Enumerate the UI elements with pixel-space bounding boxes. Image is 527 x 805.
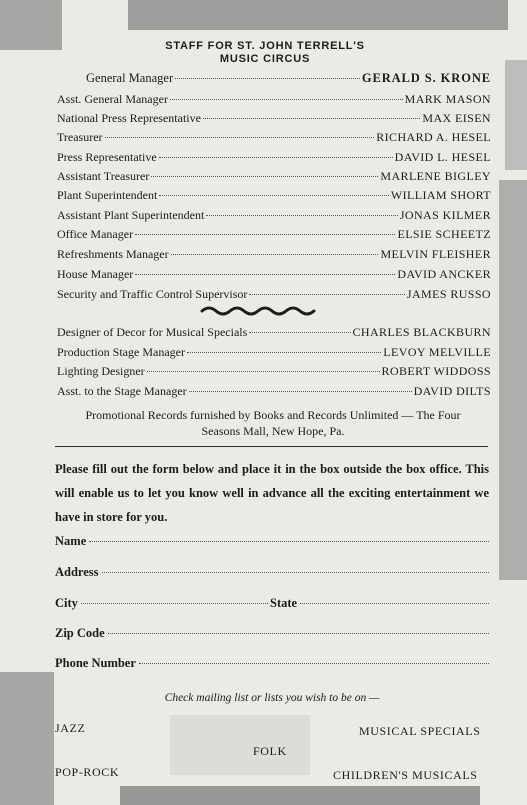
leader-dots	[151, 176, 378, 177]
staff-role: House Manager	[57, 267, 134, 281]
phone-field[interactable]	[55, 656, 489, 671]
leader-dots	[135, 234, 395, 235]
staff-row	[86, 70, 491, 86]
leader-dots	[105, 137, 375, 138]
name-input-line[interactable]	[89, 541, 489, 542]
staff-role: Office Manager	[57, 227, 134, 241]
city-input-line[interactable]	[81, 603, 268, 604]
leader-dots	[203, 118, 420, 119]
staff-name: JAMES RUSSO	[406, 287, 491, 301]
mailing-list-prompt: Check mailing list or lists you wish to be on —	[164, 692, 380, 704]
list-option-childrens-musicals[interactable]: CHILDREN'S MUSICALS	[333, 768, 478, 782]
leader-dots	[187, 352, 381, 353]
staff-role: Security and Traffic Control Supervisor	[57, 287, 248, 301]
staff-name: MELVIN FLEISHER	[380, 247, 491, 261]
staff-name: JONAS KILMER	[399, 208, 491, 222]
horizontal-rule	[55, 446, 488, 447]
staff-row	[57, 91, 491, 107]
staff-name: MARK MASON	[404, 92, 491, 106]
tape-mark	[120, 786, 480, 805]
staff-name: WILLIAM SHORT	[390, 188, 491, 202]
staff-row	[57, 110, 491, 126]
tape-mark	[499, 180, 527, 580]
name-label: Name	[55, 534, 87, 548]
city-field[interactable]	[55, 596, 268, 611]
staff-role: Assistant Plant Superintendent	[57, 208, 205, 222]
staff-name: RICHARD A. HESEL	[376, 130, 491, 144]
staff-name: GERALD S. KRONE	[361, 71, 491, 85]
staff-name: ROBERT WIDDOSS	[381, 364, 491, 378]
state-label: State	[270, 596, 298, 610]
staff-name: DAVID DILTS	[413, 384, 491, 398]
staff-role: Press Representative	[57, 150, 157, 164]
phone-input-line[interactable]	[139, 663, 489, 664]
leader-dots	[135, 274, 395, 275]
staff-row	[57, 246, 491, 262]
staff-row	[57, 168, 491, 184]
leader-dots	[189, 391, 412, 392]
city-label: City	[55, 596, 78, 610]
staff-name: CHARLES BLACKBURN	[352, 325, 491, 339]
staff-name: ELSIE SCHEETZ	[397, 227, 491, 241]
staff-row	[57, 226, 491, 242]
staff-role: Assistant Treasurer	[57, 169, 150, 183]
leader-dots	[159, 195, 389, 196]
leader-dots	[159, 157, 393, 158]
list-option-musical-specials[interactable]: MUSICAL SPECIALS	[359, 724, 481, 738]
staff-role: Production Stage Manager	[57, 345, 185, 359]
wavy-divider	[200, 304, 318, 318]
tape-mark	[0, 672, 54, 805]
staff-role: National Press Representative	[57, 111, 201, 125]
staff-row	[57, 286, 491, 302]
leader-dots	[249, 294, 404, 295]
staff-row	[57, 266, 491, 282]
phone-label: Phone Number	[55, 656, 136, 670]
production-row	[57, 344, 491, 360]
zip-label: Zip Code	[55, 626, 105, 640]
staff-role: Designer of Decor for Musical Specials	[57, 325, 248, 339]
staff-row	[57, 207, 491, 223]
staff-role: Plant Superintendent	[57, 188, 158, 202]
state-field[interactable]	[270, 596, 489, 611]
page-title-line-2: MUSIC CIRCUS	[219, 53, 311, 65]
staff-name: DAVID L. HESEL	[394, 150, 491, 164]
production-row	[57, 383, 491, 399]
leader-dots	[206, 215, 398, 216]
staff-role: General Manager	[86, 71, 174, 85]
staff-row	[57, 149, 491, 165]
zip-field[interactable]	[55, 626, 489, 641]
staff-role: Asst. to the Stage Manager	[57, 384, 187, 398]
staff-name: LEVOY MELVILLE	[383, 345, 491, 359]
address-label: Address	[55, 565, 99, 579]
production-row	[57, 363, 491, 379]
address-field[interactable]	[55, 565, 489, 580]
leader-dots	[175, 78, 360, 79]
tape-mark	[128, 0, 508, 30]
production-row	[57, 324, 491, 340]
address-input-line[interactable]	[102, 572, 489, 573]
leader-dots	[147, 371, 380, 372]
promo-line-1: Promotional Records furnished by Books and Records Unlimited — The Four	[85, 408, 461, 422]
staff-row	[57, 187, 491, 203]
staff-row	[57, 129, 491, 145]
staff-role: Lighting Designer	[57, 364, 145, 378]
staff-role: Refreshments Manager	[57, 247, 169, 261]
list-option-pop-rock[interactable]: POP-ROCK	[55, 765, 120, 779]
list-option-folk[interactable]: FOLK	[253, 744, 287, 758]
tape-mark	[505, 60, 527, 170]
name-field[interactable]	[55, 534, 489, 549]
staff-role: Treasurer	[57, 130, 103, 144]
state-input-line[interactable]	[300, 603, 489, 604]
staff-name: DAVID ANCKER	[397, 267, 491, 281]
zip-input-line[interactable]	[108, 633, 489, 634]
staff-role: Asst. General Manager	[57, 92, 168, 106]
leader-dots	[249, 332, 350, 333]
page-title-line-1: STAFF FOR ST. JOHN TERRELL'S	[165, 40, 365, 52]
staff-name: MAX EISEN	[422, 111, 491, 125]
tape-mark	[0, 0, 62, 50]
staff-name: MARLENE BIGLEY	[380, 169, 491, 183]
leader-dots	[171, 254, 379, 255]
promo-line-2: Seasons Mall, New Hope, Pa.	[201, 424, 345, 438]
form-intro: Please fill out the form below and place it in the box outside the box office. This will enable us to let you know well in advance all the exciting entertainment we have in store for you.	[55, 462, 489, 524]
leader-dots	[170, 99, 403, 100]
list-option-jazz[interactable]: JAZZ	[55, 721, 86, 735]
tape-mark	[170, 715, 310, 775]
